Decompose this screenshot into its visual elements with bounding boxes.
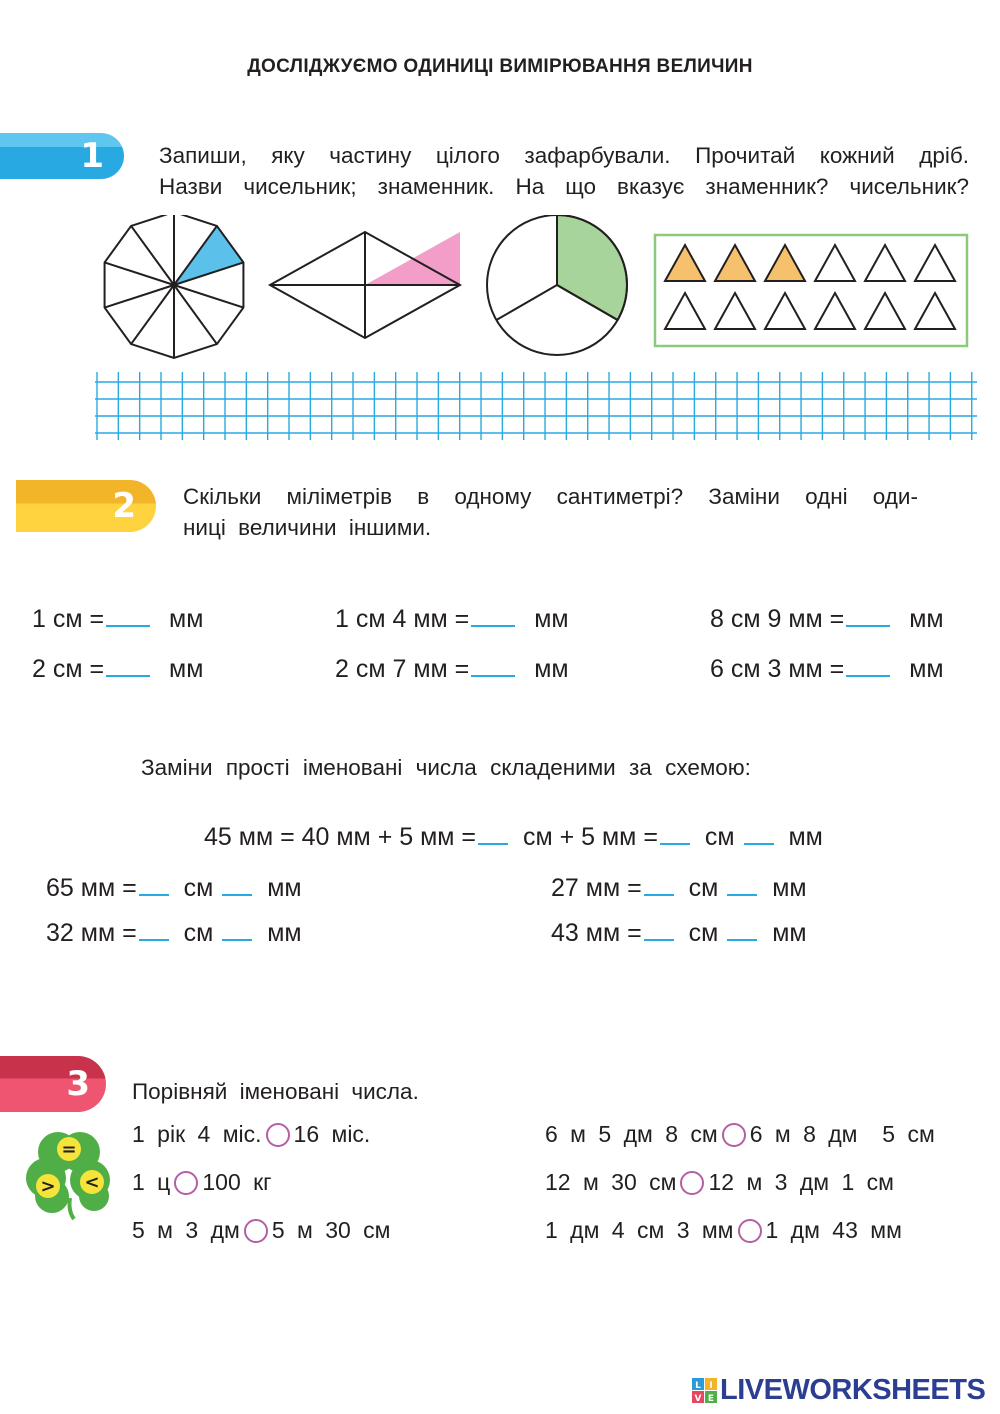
triangle: [865, 245, 905, 281]
compare-circle[interactable]: [244, 1219, 268, 1243]
comparison-row: 1 ц 100 кг: [132, 1169, 272, 1195]
clover-icon: [24, 1126, 120, 1221]
logo-letter: L: [695, 1380, 701, 1391]
answer-blank[interactable]: [744, 821, 774, 845]
fraction-figures: [95, 215, 975, 365]
task-2-number: 2: [112, 486, 136, 526]
decagon-figure: [105, 215, 244, 358]
triangle: [765, 293, 805, 329]
conversion-row: 6 см 3 мм = мм: [710, 655, 944, 683]
conversion-row: 1 см 4 мм = мм: [335, 605, 569, 633]
decagon-shaded-part: [174, 226, 243, 285]
comparison-row: 6 м 5 дм 8 см 6 м 8 дм 5 см: [545, 1121, 935, 1147]
triangle: [715, 293, 755, 329]
answer-blank[interactable]: [727, 917, 757, 941]
task-2-line-2: ниці величини іншими.: [183, 515, 432, 540]
clover-sign: <: [84, 1172, 100, 1193]
task-1-number: 1: [80, 136, 104, 176]
answer-blank[interactable]: [644, 872, 674, 896]
task-2-badge: [16, 480, 156, 532]
answer-grid[interactable]: [95, 372, 977, 440]
triangle: [915, 245, 955, 281]
scheme-example: 45 мм = 40 мм + 5 мм = см + 5 мм = см мм: [204, 823, 823, 851]
triangle-shaded: [765, 245, 805, 281]
answer-blank[interactable]: [139, 917, 169, 941]
comparison-row: 5 м 3 дм 5 м 30 см: [132, 1217, 391, 1243]
task-1-instruction: [159, 140, 969, 202]
scheme-instruction: Заміни прості іменовані числа складеними за схемою:: [141, 755, 751, 780]
task-3-number: 3: [66, 1064, 90, 1104]
answer-blank[interactable]: [222, 872, 252, 896]
task-2-line-1: Скільки міліметрів в одному сантиметрі? Заміни одні оди-: [183, 484, 918, 509]
answer-blank[interactable]: [106, 603, 150, 627]
liveworksheets-brand: LIVEWORKSHEETS: [720, 1374, 986, 1406]
task-3-badge: [0, 1056, 106, 1112]
comparison-row: 1 дм 4 см 3 мм 1 дм 43 мм: [545, 1217, 902, 1243]
exercise-row: 65 мм = см мм: [46, 874, 302, 902]
answer-blank[interactable]: [660, 821, 690, 845]
liveworksheets-logo: [692, 1374, 985, 1407]
comparison-row: 12 м 30 см 12 м 3 дм 1 см: [545, 1169, 894, 1195]
answer-blank[interactable]: [846, 653, 890, 677]
answer-blank[interactable]: [106, 653, 150, 677]
task-1-line-1: Запиши, яку частину цілого зафарбували. Прочитай кожний дріб.: [159, 143, 969, 168]
triangle-shaded: [665, 245, 705, 281]
answer-blank[interactable]: [222, 917, 252, 941]
conversion-row: 2 см 7 мм = мм: [335, 655, 569, 683]
exercise-row: 32 мм = см мм: [46, 919, 302, 947]
circle-figure: [487, 215, 627, 355]
task-3-instruction: Порівняй іменовані числа.: [132, 1079, 419, 1104]
logo-letter: I: [709, 1380, 713, 1391]
triangle: [915, 293, 955, 329]
answer-blank[interactable]: [727, 872, 757, 896]
conversion-row: 8 см 9 мм = мм: [710, 605, 944, 633]
task-2-instruction: [183, 481, 918, 543]
clover-sign: =: [61, 1139, 77, 1160]
answer-blank[interactable]: [846, 603, 890, 627]
compare-circle[interactable]: [680, 1171, 704, 1195]
conversion-row: 1 см = мм: [32, 605, 204, 633]
compare-circle[interactable]: [266, 1123, 290, 1147]
answer-blank[interactable]: [644, 917, 674, 941]
triangles-figure: [665, 245, 955, 329]
triangle-shaded: [715, 245, 755, 281]
rhombus-figure: [270, 232, 460, 338]
triangle: [865, 293, 905, 329]
exercise-row: 43 мм = см мм: [551, 919, 807, 947]
page-title: ДОСЛІДЖУЄМО ОДИНИЦІ ВИМІРЮВАННЯ ВЕЛИЧИН: [247, 56, 753, 77]
logo-letter: V: [694, 1393, 702, 1404]
task-1-badge: [0, 133, 124, 179]
compare-circle[interactable]: [174, 1171, 198, 1195]
comparison-row: 1 рік 4 міс. 16 міс.: [132, 1121, 371, 1147]
exercise-row: 27 мм = см мм: [551, 874, 807, 902]
triangle: [665, 293, 705, 329]
answer-blank[interactable]: [478, 821, 508, 845]
compare-circle[interactable]: [722, 1123, 746, 1147]
task-1-line-2: Назви чисельник; знаменник. На що вказує знаменник? чисельник?: [159, 174, 969, 199]
answer-blank[interactable]: [471, 603, 515, 627]
answer-blank[interactable]: [139, 872, 169, 896]
compare-circle[interactable]: [738, 1219, 762, 1243]
logo-letter: E: [707, 1393, 715, 1404]
liveworksheets-logo-icon: [692, 1378, 718, 1404]
answer-blank[interactable]: [471, 653, 515, 677]
conversion-row: 2 см = мм: [32, 655, 204, 683]
triangle: [815, 245, 855, 281]
triangle: [815, 293, 855, 329]
clover-sign: >: [40, 1176, 56, 1197]
